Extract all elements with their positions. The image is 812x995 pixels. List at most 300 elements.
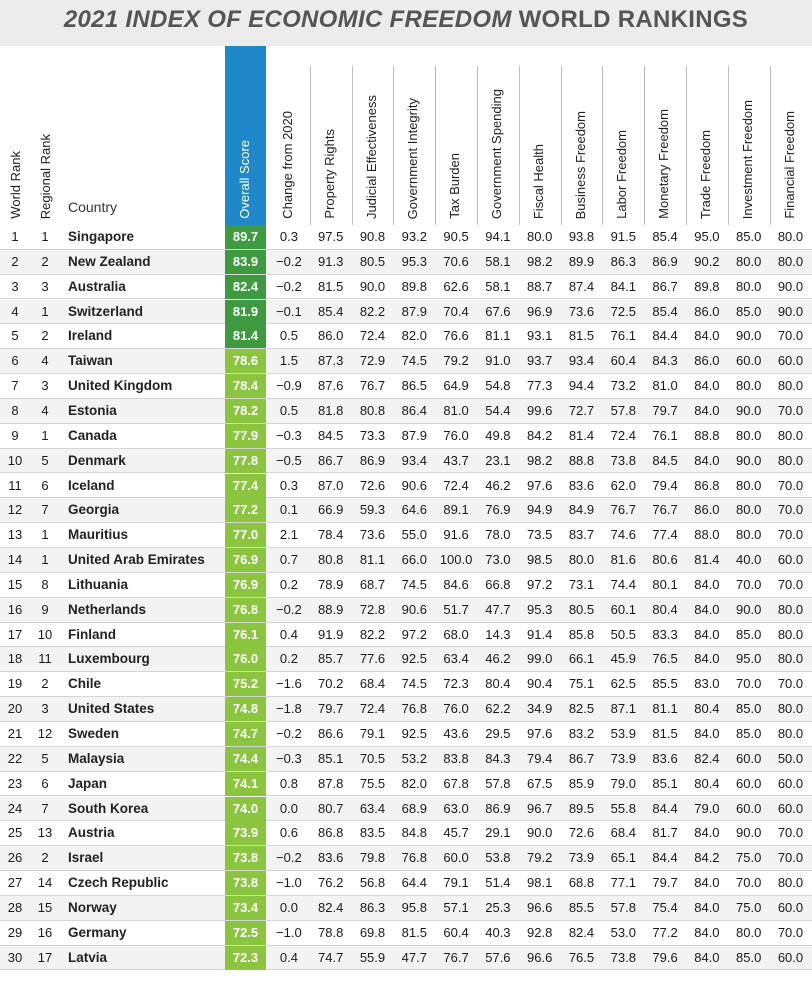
value-cell-10: 84.0: [694, 875, 720, 891]
value-cell-4: 43.6: [443, 726, 469, 741]
value-cell-8: 73.9: [610, 750, 636, 766]
value-cell-9: 75.4: [652, 899, 678, 915]
value-cell-7: 82.4: [568, 924, 595, 940]
country-cell: Mauritius: [68, 527, 129, 543]
value-cell-1: 91.9: [318, 626, 344, 642]
value-cell-2: 72.9: [359, 353, 386, 369]
value-cell-1: 78.4: [318, 527, 344, 543]
value-cell-7: 68.8: [568, 875, 595, 891]
value-cell-1: 86.8: [318, 825, 344, 841]
overall-score-cell: 73.4: [225, 896, 266, 920]
value-cell-0: 0.0: [279, 800, 298, 816]
value-cell-1: 88.9: [318, 601, 344, 617]
country-cell: Japan: [68, 775, 108, 791]
country-cell: Malaysia: [68, 750, 125, 766]
overall-score-cell: 89.7: [225, 225, 266, 249]
value-cell-9: 83.3: [652, 626, 678, 642]
column-divider: [477, 66, 478, 225]
overall-score-cell: 74.8: [225, 697, 266, 721]
country-cell: Canada: [68, 427, 117, 443]
value-cell-1: 80.7: [318, 800, 344, 816]
table-row: [0, 896, 812, 921]
overall-score-cell: 73.8: [225, 846, 266, 870]
value-cell-9: 79.4: [652, 477, 678, 493]
regional-rank-cell: 1: [41, 527, 49, 543]
value-cell-10: 95.0: [694, 229, 720, 244]
regional-rank-cell: 4: [41, 353, 49, 369]
value-cell-11: 85.0: [736, 303, 762, 319]
column-header-0: Change from 2020: [279, 111, 295, 219]
country-cell: United Arab Emirates: [68, 552, 205, 568]
value-cell-6: 98.5: [527, 552, 553, 568]
value-cell-11: 90.0: [736, 452, 762, 468]
value-cell-5: 76.9: [485, 502, 511, 518]
value-cell-1: 87.6: [318, 378, 344, 394]
value-cell-6: 77.3: [527, 378, 553, 394]
value-cell-1: 80.8: [318, 552, 344, 568]
value-cell-12: 80.0: [777, 427, 804, 443]
world-rank-cell: 22: [7, 750, 23, 766]
overall-score-cell: 77.2: [225, 498, 266, 522]
regional-rank-cell: 17: [37, 949, 53, 965]
value-cell-12: 90.0: [777, 278, 804, 294]
value-cell-10: 80.4: [694, 701, 720, 717]
value-cell-7: 85.5: [568, 899, 595, 915]
value-cell-0: −1.0: [276, 924, 302, 940]
value-cell-7: 86.7: [568, 750, 595, 766]
value-cell-0: 0.1: [279, 502, 298, 518]
country-cell: Taiwan: [68, 353, 113, 369]
value-cell-10: 84.0: [694, 452, 720, 468]
value-cell-10: 84.0: [694, 949, 720, 965]
column-header-7: Business Freedom: [572, 110, 588, 219]
table-row: [0, 449, 812, 474]
country-cell: Ireland: [68, 328, 113, 344]
value-cell-6: 91.4: [527, 626, 553, 642]
value-cell-2: 86.9: [359, 452, 386, 468]
value-cell-2: 73.6: [359, 527, 386, 543]
regional-rank-cell: 1: [41, 303, 49, 319]
value-cell-6: 80.0: [527, 229, 553, 244]
country-cell: Netherlands: [68, 601, 147, 617]
value-cell-1: 85.4: [318, 303, 344, 319]
value-cell-5: 54.8: [485, 378, 511, 394]
value-cell-8: 73.8: [610, 452, 636, 468]
country-cell: Israel: [68, 850, 104, 866]
value-cell-10: 86.8: [694, 477, 720, 493]
value-cell-8: 53.9: [610, 726, 636, 741]
value-cell-0: 2.1: [279, 527, 298, 543]
world-rank-cell: 25: [7, 825, 23, 841]
value-cell-9: 85.1: [652, 775, 678, 791]
value-cell-3: 64.6: [401, 502, 427, 518]
title-bar: [0, 0, 812, 46]
value-cell-5: 40.3: [485, 924, 511, 940]
value-cell-11: 85.0: [736, 701, 762, 717]
value-cell-1: 84.5: [318, 427, 344, 443]
table-row: [0, 697, 812, 722]
world-rank-cell: 30: [7, 949, 23, 965]
value-cell-10: 84.0: [694, 726, 720, 741]
value-cell-4: 45.7: [443, 825, 469, 841]
value-cell-2: 73.3: [359, 427, 386, 443]
value-cell-11: 85.0: [736, 626, 762, 642]
value-cell-8: 72.4: [610, 427, 636, 443]
value-cell-9: 85.4: [652, 303, 678, 319]
value-cell-0: 0.5: [279, 402, 298, 418]
value-cell-11: 90.0: [736, 825, 762, 841]
value-cell-3: 66.0: [401, 552, 427, 568]
value-cell-9: 80.1: [652, 576, 678, 592]
value-cell-7: 93.4: [568, 353, 595, 369]
value-cell-6: 90.0: [527, 825, 553, 841]
overall-score-cell: 78.4: [225, 374, 266, 398]
value-cell-0: −1.8: [276, 701, 302, 717]
value-cell-9: 79.6: [652, 949, 678, 965]
value-cell-10: 84.2: [694, 850, 720, 866]
country-cell: Georgia: [68, 502, 120, 518]
value-cell-12: 60.0: [777, 800, 804, 816]
value-cell-11: 80.0: [736, 278, 762, 294]
value-cell-4: 76.0: [443, 701, 469, 717]
overall-score-cell: 75.2: [225, 672, 266, 696]
regional-rank-cell: 5: [41, 452, 49, 468]
column-header-1: Property Rights: [321, 129, 337, 219]
value-cell-5: 80.4: [485, 676, 511, 692]
value-cell-0: 0.7: [279, 552, 298, 568]
value-cell-4: 43.7: [443, 452, 469, 468]
value-cell-11: 90.0: [736, 402, 762, 418]
column-divider: [644, 66, 645, 225]
value-cell-8: 62.0: [610, 477, 636, 493]
overall-score-cell: 83.9: [225, 250, 266, 274]
value-cell-5: 62.2: [485, 701, 511, 717]
country-cell: Australia: [68, 278, 126, 294]
value-cell-2: 80.8: [359, 402, 386, 418]
value-cell-10: 83.0: [694, 676, 720, 692]
value-cell-12: 60.0: [777, 353, 804, 369]
regional-rank-cell: 9: [41, 601, 49, 617]
value-cell-4: 63.4: [443, 651, 469, 667]
value-cell-4: 72.4: [443, 477, 469, 493]
value-cell-8: 45.9: [610, 651, 636, 667]
value-cell-11: 80.0: [736, 527, 762, 543]
regional-rank-cell: 13: [37, 825, 53, 841]
value-cell-9: 77.4: [652, 527, 678, 543]
value-cell-1: 70.2: [318, 676, 344, 692]
world-rank-cell: 7: [11, 378, 19, 394]
value-cell-8: 60.1: [610, 601, 636, 617]
value-cell-4: 79.2: [443, 353, 469, 369]
overall-score-cell: 81.4: [225, 324, 266, 348]
value-cell-7: 81.5: [568, 328, 595, 344]
overall-score-cell: 72.5: [225, 921, 266, 945]
value-cell-0: 0.4: [279, 626, 298, 642]
world-rank-cell: 11: [8, 477, 22, 493]
value-cell-10: 81.4: [694, 552, 720, 568]
value-cell-7: 83.2: [568, 726, 595, 741]
value-cell-4: 83.8: [443, 750, 469, 766]
regional-rank-cell: 11: [38, 651, 52, 667]
value-cell-2: 72.6: [359, 477, 386, 493]
value-cell-10: 84.0: [694, 626, 720, 642]
world-rank-cell: 17: [7, 626, 23, 642]
value-cell-11: 60.0: [736, 775, 762, 791]
value-cell-8: 57.8: [610, 402, 636, 418]
world-rank-cell: 29: [7, 924, 23, 940]
value-cell-9: 81.0: [652, 378, 678, 394]
value-cell-1: 76.2: [318, 875, 344, 891]
title-index-name: 2021 INDEX OF ECONOMIC FREEDOM: [63, 6, 512, 33]
value-cell-0: 0.3: [279, 477, 298, 493]
value-cell-12: 80.0: [777, 601, 804, 617]
value-cell-3: 82.0: [401, 328, 427, 344]
value-cell-4: 63.0: [443, 800, 469, 816]
value-cell-2: 82.2: [359, 303, 386, 319]
value-cell-1: 91.3: [318, 253, 344, 269]
value-cell-6: 93.7: [527, 353, 553, 369]
table-row: [0, 598, 812, 623]
value-cell-12: 80.0: [777, 726, 804, 741]
value-cell-6: 99.6: [527, 402, 553, 418]
value-cell-7: 73.1: [568, 576, 595, 592]
value-cell-5: 57.6: [485, 949, 511, 965]
value-cell-0: −0.2: [276, 278, 302, 294]
table-row: [0, 374, 812, 399]
value-cell-10: 86.0: [694, 353, 720, 369]
regional-rank-cell: 2: [41, 253, 49, 269]
value-cell-11: 80.0: [736, 378, 762, 394]
regional-rank-cell: 10: [37, 626, 53, 642]
country-cell: Austria: [68, 825, 115, 841]
value-cell-2: 77.6: [359, 651, 386, 667]
value-cell-6: 98.1: [527, 875, 553, 891]
value-cell-8: 76.7: [610, 502, 636, 518]
value-cell-11: 90.0: [736, 601, 762, 617]
value-cell-0: −1.6: [276, 676, 302, 692]
table-row: [0, 498, 812, 523]
regional-rank-cell: 4: [41, 402, 49, 418]
value-cell-12: 80.0: [777, 875, 804, 891]
column-header-5: Government Spending: [488, 88, 504, 219]
world-rank-cell: 21: [7, 726, 23, 741]
value-cell-6: 98.2: [527, 253, 553, 269]
value-cell-10: 84.0: [694, 651, 720, 667]
column-header-9: Monetary Freedom: [656, 109, 672, 219]
value-cell-12: 80.0: [777, 378, 804, 394]
value-cell-12: 80.0: [777, 701, 804, 717]
value-cell-12: 70.0: [777, 825, 804, 841]
value-cell-1: 78.8: [318, 924, 344, 940]
column-header-8: Labor Freedom: [614, 130, 630, 219]
column-divider: [352, 66, 353, 225]
world-rank-cell: 23: [7, 775, 23, 791]
table-row: [0, 797, 812, 822]
value-cell-3: 68.9: [401, 800, 427, 816]
overall-score-cell: 77.4: [225, 474, 266, 498]
table-row: [0, 250, 812, 275]
value-cell-9: 81.5: [652, 726, 678, 741]
value-cell-8: 73.2: [610, 378, 636, 394]
value-cell-8: 81.6: [610, 552, 636, 568]
value-cell-10: 88.8: [694, 427, 720, 443]
value-cell-12: 70.0: [777, 527, 804, 543]
value-cell-9: 76.1: [652, 427, 678, 443]
overall-score-cell: 76.9: [225, 548, 266, 572]
country-cell: Chile: [68, 676, 102, 692]
value-cell-7: 81.4: [568, 427, 595, 443]
overall-score-cell: 76.0: [225, 647, 266, 671]
overall-score-cell: 76.8: [225, 598, 266, 622]
value-cell-3: 74.5: [401, 353, 427, 369]
table-row: [0, 647, 812, 672]
value-cell-6: 79.4: [527, 750, 553, 766]
value-cell-10: 84.0: [694, 378, 720, 394]
value-cell-1: 86.6: [318, 726, 344, 741]
world-rank-cell: 4: [11, 303, 19, 319]
value-cell-2: 79.8: [359, 850, 386, 866]
value-cell-7: 94.4: [568, 378, 595, 394]
world-rank-cell: 26: [7, 850, 23, 866]
value-cell-9: 84.4: [652, 800, 678, 816]
table-row: [0, 548, 812, 573]
value-cell-5: 94.1: [485, 229, 511, 244]
world-rank-cell: 6: [11, 353, 19, 369]
value-cell-3: 93.2: [401, 229, 427, 244]
value-cell-1: 82.4: [318, 899, 344, 915]
value-cell-12: 60.0: [777, 775, 804, 791]
value-cell-6: 84.2: [527, 427, 553, 443]
country-cell: Switzerland: [68, 303, 144, 319]
value-cell-9: 85.4: [652, 229, 678, 244]
value-cell-0: −0.3: [276, 750, 302, 766]
value-cell-2: 59.3: [359, 502, 386, 518]
value-cell-4: 100.0: [439, 552, 473, 568]
value-cell-0: 0.2: [279, 651, 298, 667]
value-cell-8: 84.1: [610, 278, 636, 294]
value-cell-4: 57.1: [443, 899, 469, 915]
value-cell-3: 82.0: [401, 775, 427, 791]
column-header-12: Financial Freedom: [781, 111, 797, 219]
value-cell-4: 89.1: [443, 502, 469, 518]
regional-rank-cell: 7: [41, 502, 49, 518]
value-cell-11: 60.0: [736, 353, 762, 369]
value-cell-1: 81.5: [318, 278, 344, 294]
value-cell-3: 95.3: [401, 253, 427, 269]
title-suffix: WORLD RANKINGS: [511, 6, 749, 33]
value-cell-3: 89.8: [401, 278, 427, 294]
value-cell-8: 57.8: [610, 899, 636, 915]
world-rank-cell: 5: [11, 328, 19, 344]
value-cell-6: 88.7: [527, 278, 553, 294]
overall-score-cell: 77.0: [225, 523, 266, 547]
value-cell-0: 0.8: [279, 775, 298, 791]
table-row: [0, 424, 812, 449]
table-row: [0, 672, 812, 697]
value-cell-9: 84.4: [652, 328, 678, 344]
world-rank-cell: 14: [7, 552, 23, 568]
value-cell-2: 56.8: [359, 875, 386, 891]
value-cell-6: 96.6: [527, 949, 553, 965]
value-cell-11: 80.0: [736, 502, 762, 518]
table-row: [0, 399, 812, 424]
value-cell-7: 83.6: [568, 477, 595, 493]
value-cell-6: 95.3: [527, 601, 553, 617]
value-cell-7: 88.8: [568, 452, 595, 468]
value-cell-6: 73.5: [527, 527, 553, 543]
value-cell-4: 76.6: [443, 328, 469, 344]
value-cell-4: 84.6: [443, 576, 469, 592]
value-cell-7: 80.0: [568, 552, 595, 568]
value-cell-2: 80.5: [359, 253, 386, 269]
value-cell-7: 85.9: [568, 775, 595, 791]
regional-rank-header: Regional Rank: [38, 133, 53, 219]
value-cell-4: 76.0: [443, 427, 469, 443]
country-cell: Iceland: [68, 477, 115, 493]
country-header: Country: [68, 199, 118, 215]
column-header-4: Tax Burden: [447, 153, 463, 219]
value-cell-9: 84.3: [652, 353, 678, 369]
value-cell-12: 70.0: [777, 477, 804, 493]
value-cell-12: 70.0: [777, 576, 804, 592]
value-cell-1: 86.0: [318, 328, 344, 344]
value-cell-5: 57.8: [485, 775, 511, 791]
value-cell-7: 75.1: [568, 676, 595, 692]
value-cell-11: 80.0: [736, 924, 762, 940]
value-cell-1: 85.1: [318, 750, 344, 766]
value-cell-3: 87.9: [401, 303, 427, 319]
value-cell-6: 96.6: [527, 899, 553, 915]
table-header: [0, 46, 812, 225]
value-cell-12: 70.0: [777, 924, 804, 940]
value-cell-0: −1.0: [276, 875, 302, 891]
value-cell-4: 76.7: [443, 949, 469, 965]
value-cell-3: 81.5: [401, 924, 427, 940]
value-cell-2: 83.5: [359, 825, 386, 841]
value-cell-5: 84.3: [485, 750, 511, 766]
value-cell-0: 1.5: [279, 353, 298, 369]
value-cell-8: 87.1: [610, 701, 636, 717]
value-cell-0: −0.2: [276, 253, 302, 269]
value-cell-8: 91.5: [610, 229, 636, 244]
country-cell: United States: [68, 701, 155, 717]
value-cell-7: 89.5: [568, 800, 595, 816]
table-row: [0, 300, 812, 325]
value-cell-2: 81.1: [359, 552, 386, 568]
value-cell-3: 86.5: [401, 378, 427, 394]
value-cell-4: 51.7: [443, 601, 469, 617]
world-rank-cell: 18: [7, 651, 23, 667]
regional-rank-cell: 16: [37, 924, 53, 940]
value-cell-12: 80.0: [777, 651, 804, 667]
overall-score-cell: 74.1: [225, 772, 266, 796]
overall-score-cell: 76.9: [225, 573, 266, 597]
value-cell-8: 62.5: [610, 676, 636, 692]
value-cell-10: 82.4: [694, 750, 720, 766]
value-cell-5: 47.7: [485, 601, 511, 617]
value-cell-9: 85.5: [652, 676, 678, 692]
value-cell-4: 60.0: [443, 850, 469, 866]
value-cell-5: 29.5: [485, 726, 511, 741]
value-cell-2: 68.4: [359, 676, 386, 692]
value-cell-4: 79.1: [443, 875, 469, 891]
world-rank-cell: 13: [7, 527, 23, 543]
table-row: [0, 225, 812, 250]
value-cell-4: 60.4: [443, 924, 469, 940]
value-cell-12: 70.0: [777, 328, 804, 344]
value-cell-9: 86.7: [652, 278, 678, 294]
overall-score-cell: 72.3: [225, 946, 266, 970]
